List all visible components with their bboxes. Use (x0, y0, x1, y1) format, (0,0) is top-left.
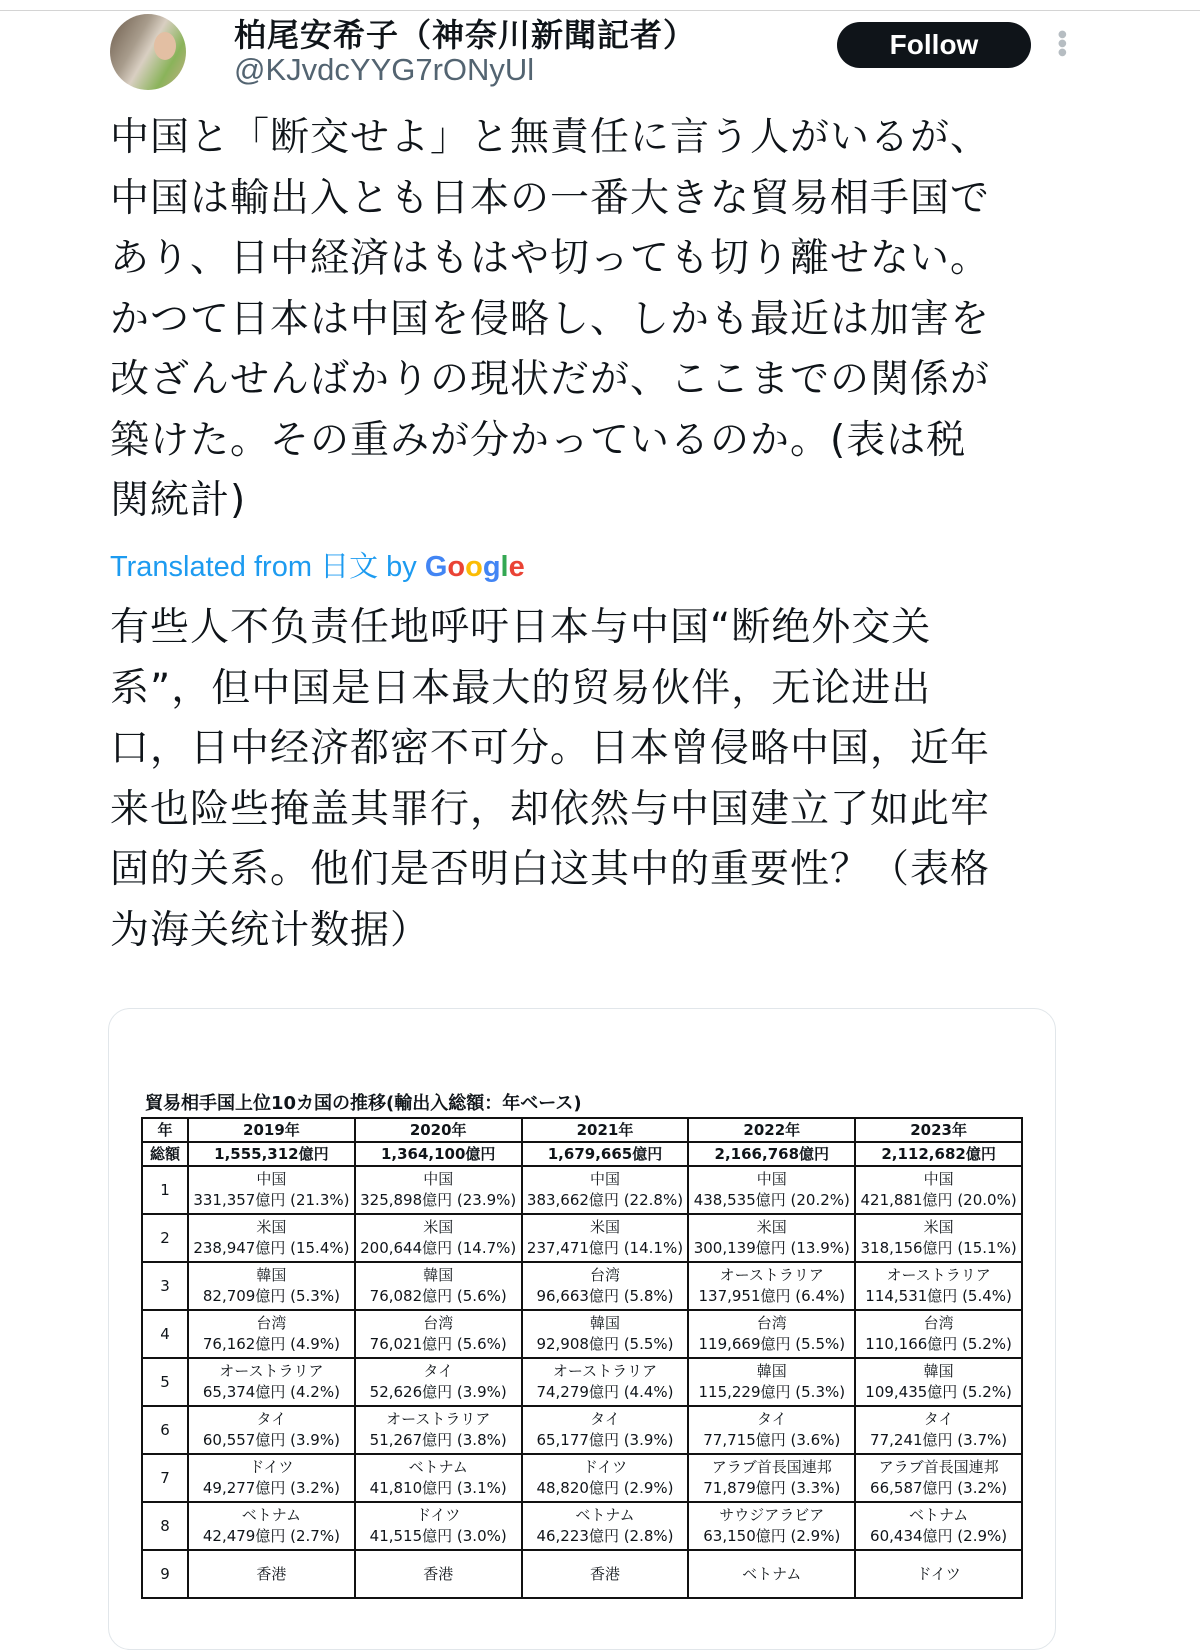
partner-amount: 92,908億円 (5.5%) (536, 1335, 674, 1353)
table-header-row (142, 1118, 1022, 1142)
partner-amount: 383,662億円 (22.8%) (526, 1191, 684, 1209)
partner-amount: 325,898億円 (23.9%) (360, 1191, 517, 1209)
partner-amount: 300,139億円 (13.9%) (693, 1239, 850, 1257)
year-label: 年 (142, 1118, 188, 1142)
partner-cell (855, 1454, 1022, 1502)
partner-country: 中国 (923, 1170, 954, 1188)
partner-cell (522, 1406, 689, 1454)
partner-country: 香港 (256, 1564, 287, 1583)
partner-cell (355, 1358, 522, 1406)
partner-cell (188, 1502, 355, 1550)
partner-amount: 60,557億円 (3.9%) (202, 1431, 340, 1449)
partner-amount: 65,374億円 (4.2%) (202, 1383, 340, 1401)
rank-cell: 9 (142, 1550, 188, 1598)
post-line: かつて日本は中国を侵略し、しかも最近は加害を (110, 296, 991, 342)
partner-cell (188, 1454, 355, 1502)
partner-amount: 115,229億円 (5.3%) (698, 1383, 846, 1401)
table-row (142, 1406, 1022, 1454)
partner-country: 台湾 (756, 1314, 787, 1332)
partner-amount: 41,810億円 (3.1%) (369, 1479, 507, 1497)
partner-country: ベトナム (575, 1506, 635, 1524)
follow-button[interactable]: Follow (837, 22, 1031, 68)
partner-amount: 318,156億円 (15.1%) (860, 1239, 1017, 1257)
translated-from-link[interactable] (110, 544, 525, 585)
partner-country: オーストラリア (219, 1362, 324, 1380)
partner-cell (688, 1310, 855, 1358)
partner-cell (522, 1166, 689, 1214)
table-row (142, 1454, 1022, 1502)
partner-amount: 110,166億円 (5.2%) (865, 1335, 1012, 1353)
table-row (142, 1166, 1022, 1214)
partner-cell (188, 1166, 355, 1214)
partner-country: アラブ首長国連邦 (878, 1458, 999, 1476)
table-total-row (142, 1142, 1022, 1166)
partner-country: ベトナム (742, 1564, 802, 1583)
partner-cell (855, 1406, 1022, 1454)
partner-cell (855, 1262, 1022, 1310)
post-line: あり、日中経済はもはや切っても切り離せない。 (110, 236, 991, 281)
partner-amount: 42,479億円 (2.7%) (202, 1527, 340, 1545)
partner-country: 韓国 (423, 1266, 454, 1284)
partner-amount: 46,223億円 (2.8%) (536, 1527, 674, 1545)
partner-country: ドイツ (916, 1564, 961, 1583)
partner-country: 韓国 (756, 1362, 787, 1380)
partner-cell (688, 1214, 855, 1262)
partner-amount: 137,951億円 (6.4%) (698, 1287, 846, 1305)
avatar-face (154, 32, 176, 60)
partner-amount: 237,471億円 (14.1%) (526, 1239, 684, 1257)
partner-cell (688, 1166, 855, 1214)
partner-cell (188, 1262, 355, 1310)
partner-amount: 96,663億円 (5.8%) (536, 1287, 674, 1305)
partner-cell (188, 1214, 355, 1262)
total-value: 1,555,312億円 (188, 1142, 355, 1166)
partner-cell (688, 1550, 855, 1598)
partner-country: 米国 (423, 1218, 454, 1236)
partner-cell (855, 1358, 1022, 1406)
rank-cell: 2 (142, 1214, 188, 1262)
partner-country: ベトナム (241, 1506, 302, 1524)
partner-cell (188, 1358, 355, 1406)
partner-amount: 77,241億円 (3.7%) (870, 1431, 1008, 1449)
partner-country: タイ (590, 1410, 620, 1428)
partner-cell (522, 1214, 689, 1262)
post-line: 中国は輸出入とも日本の一番大きな貿易相手国で (110, 175, 991, 221)
rank-cell: 4 (142, 1310, 188, 1358)
partner-country: 韓国 (923, 1362, 954, 1380)
partner-country: タイ (256, 1410, 287, 1428)
author-name[interactable]: 柏尾安希子（神奈川新聞記者） (234, 16, 697, 54)
translation-line: 固的关系。他们是否明白这其中的重要性？（表格 (110, 847, 991, 892)
translated-by: by (378, 551, 425, 583)
translation-line: 为海关统计数据） (110, 907, 431, 953)
post-line: 改ざんせんばかりの現状だが、ここまでの関係が (110, 357, 991, 402)
year-header: 2020年 (355, 1118, 522, 1142)
rank-cell: 1 (142, 1166, 188, 1214)
partner-country: ドイツ (416, 1506, 461, 1524)
partner-amount: 48,820億円 (2.9%) (536, 1479, 674, 1497)
year-header: 2022年 (688, 1118, 855, 1142)
partner-country: 米国 (923, 1218, 954, 1236)
partner-country: タイ (923, 1410, 954, 1428)
partner-country: サウジアラビア (719, 1506, 825, 1524)
partner-country: 韓国 (256, 1266, 287, 1284)
partner-amount: 109,435億円 (5.2%) (865, 1383, 1012, 1401)
partner-cell (355, 1454, 522, 1502)
partner-amount: 238,947億円 (15.4%) (193, 1239, 350, 1257)
partner-amount: 200,644億円 (14.7%) (360, 1239, 517, 1257)
partner-amount: 77,715億円 (3.6%) (703, 1431, 841, 1449)
partner-cell (188, 1310, 355, 1358)
trade-partners-table (141, 1117, 1023, 1599)
partner-cell (355, 1406, 522, 1454)
partner-amount: 66,587億円 (3.2%) (870, 1479, 1008, 1497)
translation-line: 口，日中经济都密不可分。日本曾侵略中国，近年 (110, 726, 991, 771)
partner-amount: 71,879億円 (3.3%) (703, 1479, 841, 1497)
partner-country: 韓国 (589, 1314, 620, 1332)
total-value: 1,679,665億円 (522, 1142, 689, 1166)
partner-country: ベトナム (908, 1506, 969, 1524)
partner-cell (522, 1262, 689, 1310)
partner-cell (688, 1406, 855, 1454)
total-value: 2,166,768億円 (688, 1142, 855, 1166)
table-row (142, 1502, 1022, 1550)
partner-cell (355, 1502, 522, 1550)
avatar[interactable] (110, 14, 186, 90)
partner-cell (522, 1550, 689, 1598)
partner-cell (855, 1502, 1022, 1550)
total-label: 総額 (142, 1142, 188, 1166)
partner-cell (355, 1310, 522, 1358)
partner-country: オーストラリア (386, 1410, 491, 1428)
table-row (142, 1358, 1022, 1406)
partner-country: 台湾 (423, 1314, 454, 1332)
partner-amount: 65,177億円 (3.9%) (536, 1431, 674, 1449)
partner-amount: 82,709億円 (5.3%) (202, 1287, 340, 1305)
partner-cell (522, 1454, 689, 1502)
partner-country: 中国 (256, 1170, 287, 1188)
partner-amount: 74,279億円 (4.4%) (536, 1383, 674, 1401)
table-row (142, 1214, 1022, 1262)
partner-amount: 41,515億円 (3.0%) (369, 1527, 507, 1545)
partner-cell (688, 1502, 855, 1550)
partner-cell (688, 1454, 855, 1502)
total-value: 1,364,100億円 (355, 1142, 522, 1166)
partner-country: 米国 (256, 1218, 287, 1236)
partner-country: ドイツ (249, 1458, 294, 1476)
partner-country: 米国 (589, 1218, 620, 1236)
partner-cell (855, 1166, 1022, 1214)
year-header: 2019年 (188, 1118, 355, 1142)
translation-line: 有些人不负责任地呼吁日本与中国“断绝外交关 (110, 605, 932, 650)
partner-cell (522, 1358, 689, 1406)
post-line: 関統計) (110, 478, 247, 523)
partner-cell (522, 1310, 689, 1358)
partner-cell (188, 1406, 355, 1454)
partner-country: 香港 (423, 1564, 454, 1583)
partner-country: タイ (423, 1362, 454, 1380)
partner-amount: 438,535億円 (20.2%) (693, 1191, 850, 1209)
partner-cell (355, 1166, 522, 1214)
partner-amount: 52,626億円 (3.9%) (369, 1383, 507, 1401)
partner-country: オーストラリア (719, 1266, 824, 1284)
total-value: 2,112,682億円 (855, 1142, 1022, 1166)
translation-text (110, 598, 990, 961)
rank-cell: 5 (142, 1358, 188, 1406)
partner-amount: 421,881億円 (20.0%) (860, 1191, 1017, 1209)
rank-cell: 7 (142, 1454, 188, 1502)
partner-amount: 63,150億円 (2.9%) (703, 1527, 841, 1545)
partner-country: 米国 (756, 1218, 787, 1236)
partner-amount: 76,162億円 (4.9%) (202, 1335, 340, 1353)
partner-cell (855, 1214, 1022, 1262)
translated-lang: 日文 (320, 551, 379, 583)
partner-country: オーストラリア (552, 1362, 658, 1380)
partner-cell (855, 1310, 1022, 1358)
partner-cell (355, 1262, 522, 1310)
partner-amount: 331,357億円 (21.3%) (193, 1191, 350, 1209)
table-row (142, 1550, 1022, 1598)
partner-country: 中国 (756, 1170, 787, 1188)
author-handle[interactable]: @KJvdcYYG7rONyUl (234, 52, 535, 87)
partner-country: 中国 (423, 1170, 454, 1188)
rank-cell: 8 (142, 1502, 188, 1550)
partner-amount: 114,531億円 (5.4%) (865, 1287, 1012, 1305)
more-options-icon[interactable]: ● ● ● (1058, 29, 1067, 58)
post-line: 築けた。その重みが分かっているのか。(表は税 (110, 417, 967, 463)
translated-prefix: Translated from (110, 551, 321, 583)
partner-amount: 49,277億円 (3.2%) (202, 1479, 340, 1497)
partner-country: タイ (756, 1410, 787, 1428)
partner-cell (688, 1262, 855, 1310)
translation-line: 系”，但中国是日本最大的贸易伙伴，无论进出 (110, 665, 932, 711)
partner-country: オーストラリア (886, 1266, 991, 1284)
google-logo: Google (424, 551, 525, 583)
post-text (110, 108, 990, 532)
partner-country: 台湾 (923, 1314, 954, 1332)
attached-image[interactable] (108, 1008, 1056, 1650)
table-title: 貿易相手国上位10カ国の推移(輸出入総額：年ベース) (145, 1093, 582, 1114)
partner-country: ドイツ (582, 1458, 628, 1476)
partner-cell (188, 1550, 355, 1598)
partner-amount: 60,434億円 (2.9%) (870, 1527, 1008, 1545)
table-row (142, 1310, 1022, 1358)
translation-line: 来也险些掩盖其罪行，却依然与中国建立了如此牢 (110, 786, 991, 832)
partner-amount: 76,021億円 (5.6%) (369, 1335, 507, 1353)
year-header: 2023年 (855, 1118, 1022, 1142)
partner-cell (522, 1502, 689, 1550)
year-header: 2021年 (522, 1118, 689, 1142)
partner-amount: 119,669億円 (5.5%) (698, 1335, 846, 1353)
partner-country: アラブ首長国連邦 (711, 1458, 832, 1476)
post-line: 中国と「断交せよ」と無責任に言う人がいるが、 (110, 115, 991, 160)
partner-cell (688, 1358, 855, 1406)
partner-amount: 51,267億円 (3.8%) (369, 1431, 507, 1449)
partner-country: 香港 (589, 1564, 620, 1583)
table-row (142, 1262, 1022, 1310)
partner-amount: 76,082億円 (5.6%) (369, 1287, 507, 1305)
partner-country: ベトナム (408, 1458, 468, 1476)
rank-cell: 3 (142, 1262, 188, 1310)
partner-country: 中国 (589, 1170, 620, 1188)
partner-cell (355, 1214, 522, 1262)
partner-country: 台湾 (256, 1314, 287, 1332)
rank-cell: 6 (142, 1406, 188, 1454)
partner-cell (355, 1550, 522, 1598)
partner-country: 台湾 (589, 1266, 620, 1284)
partner-cell (855, 1550, 1022, 1598)
